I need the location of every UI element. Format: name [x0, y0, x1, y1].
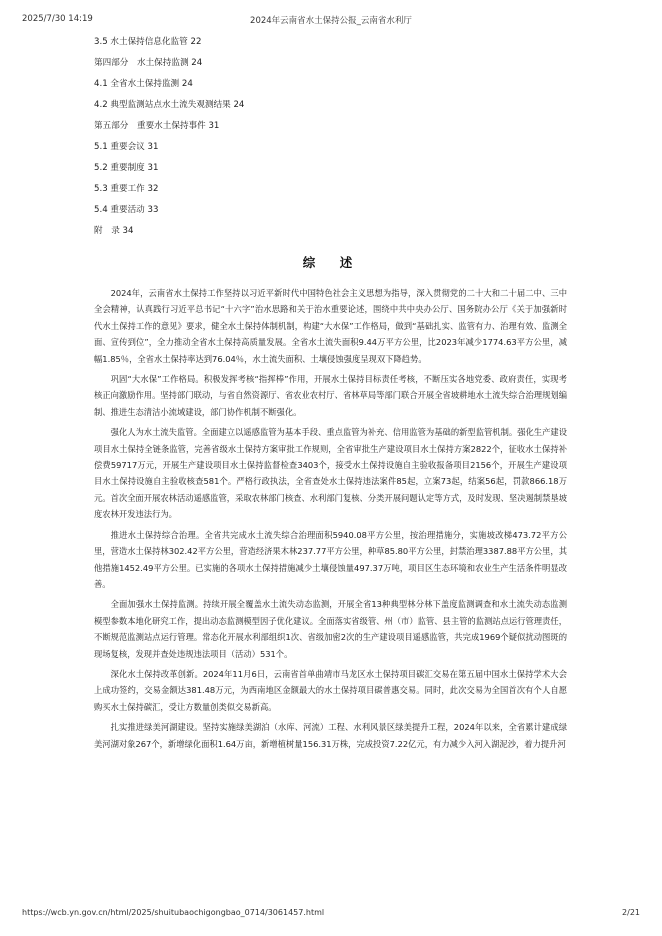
toc-item[interactable]: 5.1 重要会议 31 [94, 142, 159, 152]
section-heading: 综 述 [302, 255, 359, 270]
document-content [94, 36, 567, 756]
paragraph-pattern: 巩固“大水保”工作格局。积极发挥考核“指挥棒”作用，开展水土保持目标责任考核，不断压实各地党委、政府责任，实现考核正向激励作用。坚持部门联动，与省自然资源厅、省农业农村厅、省林草局等部门联合开展全省坡耕地水土流失综合治理规划编制、推进生态清洁小流域建设，部门协作机制不断强化。 [94, 374, 567, 417]
toc-item[interactable]: 附 录 34 [94, 226, 134, 236]
print-footer [22, 908, 640, 920]
toc-item[interactable]: 5.2 重要制度 31 [94, 163, 159, 173]
paragraph-reform: 深化水土保持改革创新。2024年11月6日，云南省首单曲靖市马龙区水土保持项目碳汇交易在第五届中国水土保持学术大会上成功签约，交易金额达381.48万元，为西南地区金额最大的水土保持项目碳普惠交易。同时，此次交易为全国首次有个人自愿购买水土保持碳汇，受让方数量创类似交易新高。 [94, 668, 567, 712]
toc-item[interactable]: 5.4 重要活动 33 [94, 205, 159, 215]
toc-item[interactable]: 第五部分 重要水土保持事件 31 [94, 121, 220, 131]
print-header [22, 14, 640, 26]
paragraph-overview: 2024年，云南省水土保持工作坚持以习近平新时代中国特色社会主义思想为指导，深入贯彻党的二十大和二十届二中、三中全会精神，认真践行习近平总书记“十六字”治水思路和关于治水重要论述，围绕中共中央办公厅、国务院办公厅《关于加强新时代水土保持工作的意见》要求，健全水土保持体制机制，构建“大水保”工作格局，做到“基础扎实、监管有力、治理有效、监测全面、宣传到位”，全力推动全省水土保持高质量发展。全省水土流失面积9.44万平方公里，比2023年减少1774.63平方公里，减幅1.85％，全省水土保持率达到76.04％，水土流失面积、土壤侵蚀强度呈现双下降趋势。 [94, 288, 567, 364]
print-page-title: 2024年云南省水土保持公报_云南省水利厅 [250, 16, 412, 26]
paragraph-governance: 推进水土保持综合治理。全省共完成水土流失综合治理面积5940.08平方公里，按治理措施分，实施坡改梯473.72平方公里，营造水土保持林302.42平方公里，营造经济果木林237.77平方公里，种草85.80平方公里，封禁治理3387.88平方公里，其他措施1452.49平方公里。已实施的各项水土保持措施减少土壤侵蚀量497.37万吨，项目区生态环境和农业生产生活条件明显改善。 [94, 529, 567, 589]
paragraph-rivers-lakes: 扎实推进绿美河湖建设。坚持实施绿美湖泊（水库、河流）工程、水利风景区绿美提升工程，2024年以来，全省累计建成绿美河湖对象267个，新增绿化面积1.64万亩，新增植树量156.31万株，完成投资7.22亿元，有力减少入河入湖泥沙，着力提升河 [94, 722, 567, 749]
print-datetime: 2025/7/30 14:19 [22, 14, 93, 24]
toc-item[interactable]: 第四部分 水土保持监测 24 [94, 58, 203, 68]
page-url: https://wcb.yn.gov.cn/html/2025/shuitubaochigongbao_0714/3061457.html [22, 908, 325, 917]
toc-item[interactable]: 5.3 重要工作 32 [94, 184, 159, 194]
toc-item[interactable]: 3.5 水土保持信息化监管 22 [94, 37, 202, 47]
paragraph-supervision: 强化人为水土流失监管。全面建立以遥感监管为基本手段、重点监管为补充、信用监管为基础的新型监管机制。强化生产建设项目水土保持全链条监管，完善省级水土保持方案审批工作规则，全省审批生产建设项目水土保持方案2822个，征收水土保持补偿费59717万元，开展生产建设项目水土保持监督检查3403个，接受水土保持设施自主验收报备项目2156个，开展生产建设项目水土保持设施自主验收核查581个。严格行政执法，全省查处水土保持违法案件85起，立案73起，结案56起，罚款866.18万元。首次全面开展农林活动遥感监管，采取农林部门核查、水利部门复核、分类开展问题认定等方式，及时发现、坚决遏制禁垦坡度农林开发违法行为。 [94, 427, 567, 520]
paragraph-monitoring: 全面加强水土保持监测。持续开展全覆盖水土流失动态监测，开展全省13种典型林分林下盖度监测调查和水土流失动态监测模型参数本地化研究工作，提出动态监测模型因子优化建议。全面落实省级管、州（市）监管、县主管的监测站点运行管理责任，不断规范监测站点运行管理。常态化开展水利部组织1次、省级加密2次的生产建设项目遥感监管，共完成1969个疑似扰动图斑的现场复核，发现并查处违规违法项目（活动）531个。 [94, 599, 567, 659]
toc-item[interactable]: 4.2 典型监测站点水土流失观测结果 24 [94, 100, 245, 110]
toc-item[interactable]: 4.1 全省水土保持监测 24 [94, 79, 193, 89]
table-of-contents [94, 36, 567, 237]
page-number: 2/21 [622, 908, 640, 917]
